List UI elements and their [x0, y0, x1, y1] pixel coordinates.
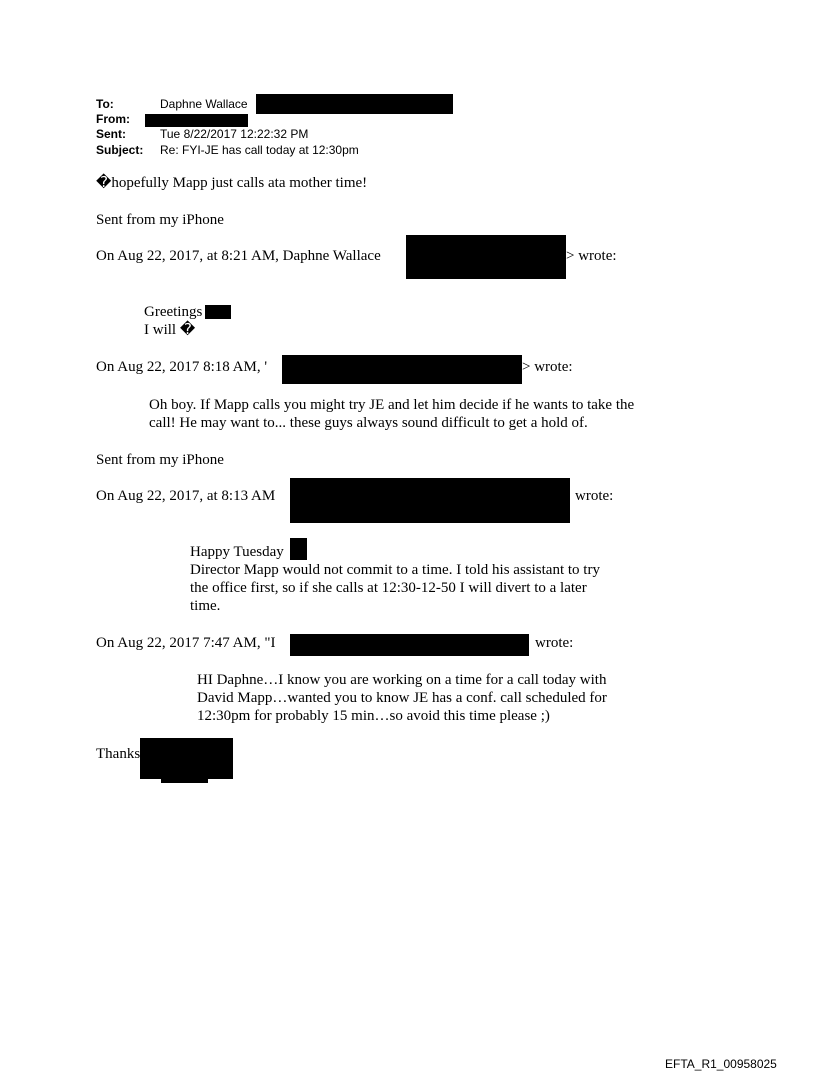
reply2-body [149, 396, 634, 432]
from-label: From: [96, 112, 130, 126]
reply1-line2: I will � [144, 322, 196, 338]
reply3-wrote: wrote: [575, 488, 614, 504]
redaction-reply3-sender [290, 478, 570, 523]
redaction-signature [140, 738, 233, 779]
sent-from-iphone: Sent from my iPhone [96, 212, 224, 228]
redaction-signature-tail [161, 775, 208, 783]
subject-value: Re: FYI-JE has call today at 12:30pm [160, 143, 359, 157]
reply2-intro: On Aug 22, 2017 8:18 AM, ' [96, 359, 268, 375]
sent-label: Sent: [96, 127, 126, 141]
reply3-body [190, 561, 600, 615]
reply2-line: call! He may want to... these guys always sound difficult to get a hold of. [149, 415, 588, 431]
redaction-reply1-email [406, 235, 566, 279]
redaction-from [145, 114, 248, 127]
redaction-reply4-sender [290, 634, 529, 656]
reply2-line: Oh boy. If Mapp calls you might try JE and let him decide if he wants to take the [149, 397, 635, 413]
reply1-greeting: Greetings [144, 304, 203, 320]
sent-value: Tue 8/22/2017 12:22:32 PM [160, 127, 309, 141]
document-id: EFTA_R1_00958025 [665, 1057, 777, 1071]
redaction-reply2-email [282, 355, 522, 384]
redaction-tuesday-name [290, 538, 307, 560]
reply2-wrote: > wrote: [522, 359, 573, 375]
reply1-intro: On Aug 22, 2017, at 8:21 AM, Daphne Wallace [96, 248, 381, 264]
reply4-intro: On Aug 22, 2017 7:47 AM, "I [96, 635, 276, 651]
reply3-line: the office first, so if she calls at 12:30-12-50 I will divert to a later [190, 580, 587, 596]
reply1-wrote: > wrote: [566, 248, 617, 264]
sent-from-iphone-2: Sent from my iPhone [96, 452, 224, 468]
reply3-line: time. [190, 598, 221, 614]
reply4-line: HI Daphne…I know you are working on a time for a call today with [197, 672, 607, 688]
to-value: Daphne Wallace [160, 97, 248, 111]
to-label: To: [96, 97, 114, 111]
redaction-greeting-name [205, 305, 231, 319]
reply3-intro: On Aug 22, 2017, at 8:13 AM [96, 488, 276, 504]
redaction-to [256, 94, 453, 114]
reply3-greeting: Happy Tuesday [190, 544, 284, 560]
reply3-line: Director Mapp would not commit to a time. I told his assistant to try [190, 562, 600, 578]
subject-label: Subject: [96, 143, 144, 157]
reply4-body [197, 671, 607, 725]
message-line: �hopefully Mapp just calls ata mother time! [96, 175, 368, 191]
reply4-line: David Mapp…wanted you to know JE has a conf. call scheduled for [197, 690, 607, 706]
reply4-line: 12:30pm for probably 15 min…so avoid this time please ;) [197, 708, 550, 724]
thanks-signoff: Thanks [96, 746, 141, 762]
reply4-wrote: wrote: [535, 635, 574, 651]
